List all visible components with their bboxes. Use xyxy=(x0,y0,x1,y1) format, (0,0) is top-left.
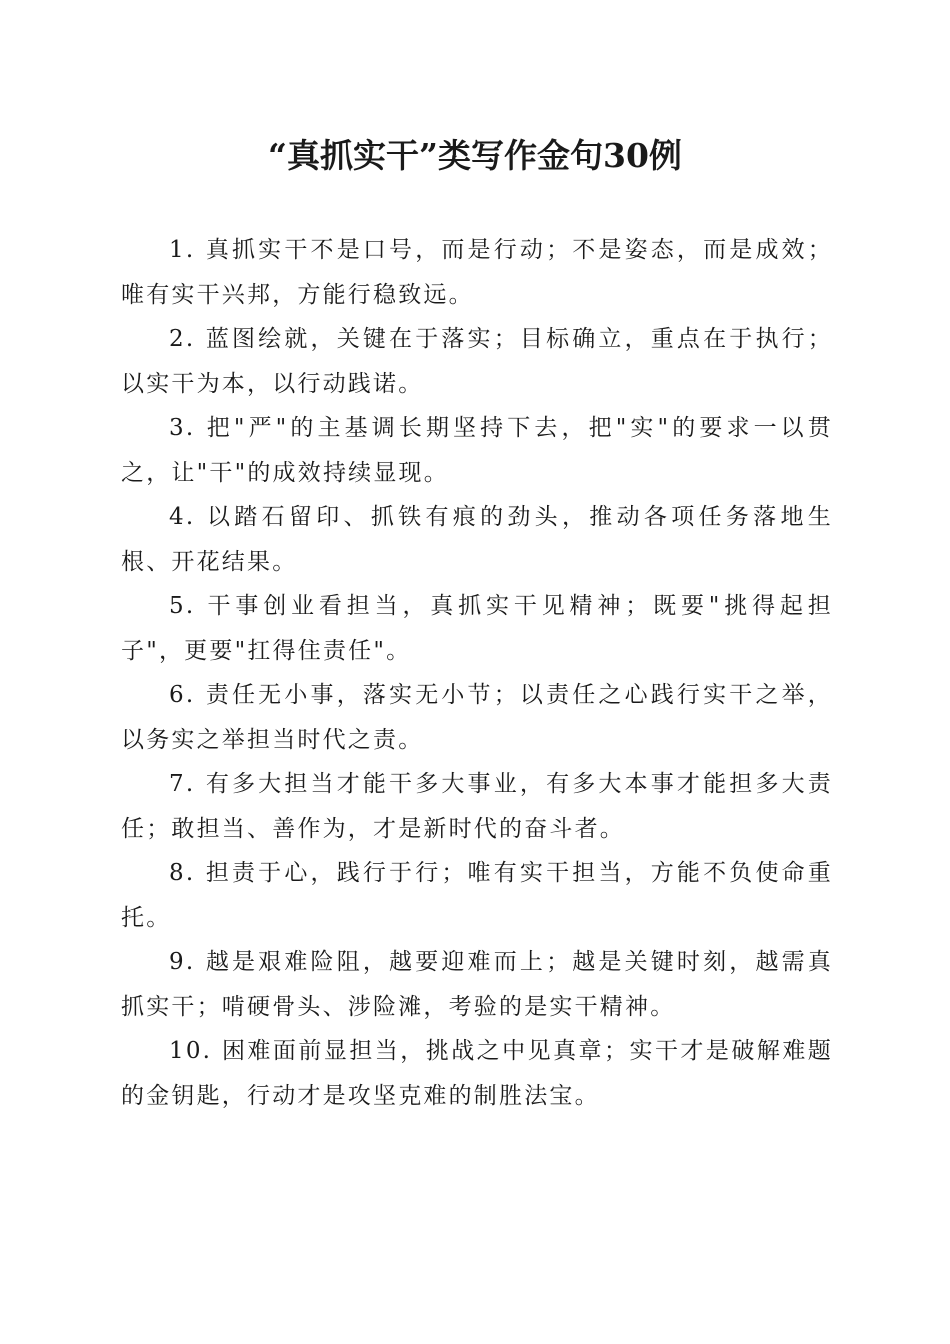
list-item: 9. 越是艰难险阻，越要迎难而上；越是关键时刻，越需真抓实干；啃硬骨头、涉险滩，考验的是实干精神。 xyxy=(121,949,833,1020)
list-item: 1. 真抓实干不是口号，而是行动；不是姿态，而是成效；唯有实干兴邦，方能行稳致远。 xyxy=(121,237,833,308)
document-body xyxy=(121,228,833,1118)
list-item: 8. 担责于心，践行于行；唯有实干担当，方能不负使命重托。 xyxy=(121,860,833,931)
document-title: “真抓实干”类写作金句30例 xyxy=(268,136,682,175)
list-item: 3. 把"严"的主基调长期坚持下去，把"实"的要求一以贯之，让"干"的成效持续显现。 xyxy=(121,415,833,486)
list-item: 2. 蓝图绘就，关键在于落实；目标确立，重点在于执行；以实干为本，以行动践诺。 xyxy=(121,326,833,397)
list-item: 4. 以踏石留印、抓铁有痕的劲头，推动各项任务落地生根、开花结果。 xyxy=(121,504,833,575)
list-item: 10. 困难面前显担当，挑战之中见真章；实干才是破解难题的金钥匙，行动才是攻坚克难的制胜法宝。 xyxy=(121,1038,833,1109)
list-item: 5. 干事创业看担当，真抓实干见精神；既要"挑得起担子"，更要"扛得住责任"。 xyxy=(121,593,833,664)
list-item: 6. 责任无小事，落实无小节；以责任之心践行实干之举，以务实之举担当时代之责。 xyxy=(121,682,833,753)
list-item: 7. 有多大担当才能干多大事业，有多大本事才能担多大责任；敢担当、善作为，才是新时代的奋斗者。 xyxy=(121,771,833,842)
